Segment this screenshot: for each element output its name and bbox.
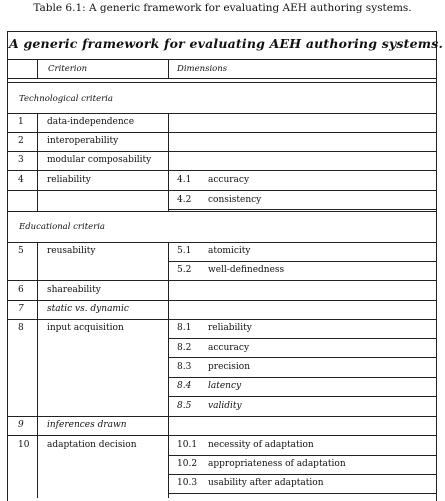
dimension-name: necessity of adaptation — [208, 440, 314, 450]
criterion-number: 1 — [18, 117, 24, 127]
rule — [7, 416, 437, 417]
rule — [7, 170, 437, 171]
criterion-name: inferences drawn — [47, 420, 127, 430]
rule — [7, 113, 437, 114]
dimension-number: 10.3 — [177, 478, 198, 488]
dimension-name: usability after adaptation — [208, 478, 324, 488]
rule — [7, 132, 437, 133]
criterion-number: 2 — [18, 136, 24, 146]
criterion-name: reliability — [47, 175, 91, 185]
criterion-number: 3 — [18, 155, 24, 165]
dimension-number: 4.2 — [177, 195, 192, 205]
column-rule — [37, 113, 38, 211]
rule — [7, 82, 437, 83]
column-rule — [37, 59, 38, 78]
rule — [7, 190, 437, 191]
rule — [168, 455, 437, 456]
rule — [7, 280, 437, 281]
dimension-number: 4.1 — [177, 175, 192, 185]
column-rule — [168, 59, 169, 78]
dimension-name: consistency — [208, 195, 262, 205]
criterion-number: 8 — [18, 323, 24, 333]
dimension-name: well-definedness — [208, 265, 285, 275]
dimension-number: 10.1 — [177, 440, 198, 450]
rule — [168, 493, 437, 494]
rule — [7, 151, 437, 152]
rule — [7, 59, 437, 60]
dimension-name: validity — [208, 401, 242, 411]
dimension-number: 5.2 — [177, 265, 192, 275]
dimension-name: atomicity — [208, 246, 251, 256]
rule — [168, 261, 437, 262]
dimension-name: accuracy — [208, 343, 250, 353]
rule — [7, 300, 437, 301]
rule — [168, 209, 437, 210]
criterion-name: adaptation decision — [47, 440, 137, 450]
criterion-number: 7 — [18, 304, 24, 314]
dimension-number: 8.3 — [177, 362, 192, 372]
section-label: Technological criteria — [19, 94, 113, 104]
dimension-number: 8.2 — [177, 343, 192, 353]
dimension-name: appropriateness of adaptation — [208, 459, 346, 469]
column-rule — [37, 242, 38, 498]
criterion-name: data-independence — [47, 117, 135, 127]
dimension-number: 5.1 — [177, 246, 192, 256]
dimension-number: 8.5 — [177, 401, 192, 411]
criterion-name: reusability — [47, 246, 96, 256]
dimension-number: 8.1 — [177, 323, 192, 333]
criterion-number: 4 — [18, 175, 24, 185]
rule — [7, 211, 437, 212]
rule — [168, 338, 437, 339]
dimension-name: precision — [208, 362, 251, 372]
section-label: Educational criteria — [19, 222, 106, 232]
dimension-number: 10.2 — [177, 459, 198, 469]
rule — [168, 474, 437, 475]
rule — [7, 78, 437, 79]
criterion-name: shareability — [47, 285, 101, 295]
criterion-name: static vs. dynamic — [47, 304, 129, 314]
criterion-number: 10 — [18, 440, 30, 450]
criterion-name: input acquisition — [47, 323, 124, 333]
criterion-number: 9 — [18, 420, 24, 430]
rule — [7, 435, 437, 436]
rule — [168, 357, 437, 358]
dimension-name: latency — [208, 381, 242, 391]
dimension-name: reliability — [208, 323, 252, 333]
criterion-name: modular composability — [47, 155, 152, 165]
dimension-number: 8.4 — [177, 381, 192, 391]
table-caption: Table 6.1: A generic framework for evaluating AEH authoring systems. — [33, 2, 412, 14]
criterion-name: interoperability — [47, 136, 119, 146]
criterion-header: Criterion — [48, 64, 88, 74]
column-rule — [168, 242, 169, 498]
rule — [7, 242, 437, 243]
dimensions-header: Dimensions — [177, 64, 228, 74]
criterion-number: 6 — [18, 285, 24, 295]
column-rule — [168, 113, 169, 211]
rule — [7, 319, 437, 320]
rule — [168, 377, 437, 378]
rule — [168, 396, 437, 397]
dimension-name: accuracy — [208, 175, 250, 185]
criterion-number: 5 — [18, 246, 24, 256]
table-title: A generic framework for evaluating AEH authoring systems. — [9, 36, 443, 51]
